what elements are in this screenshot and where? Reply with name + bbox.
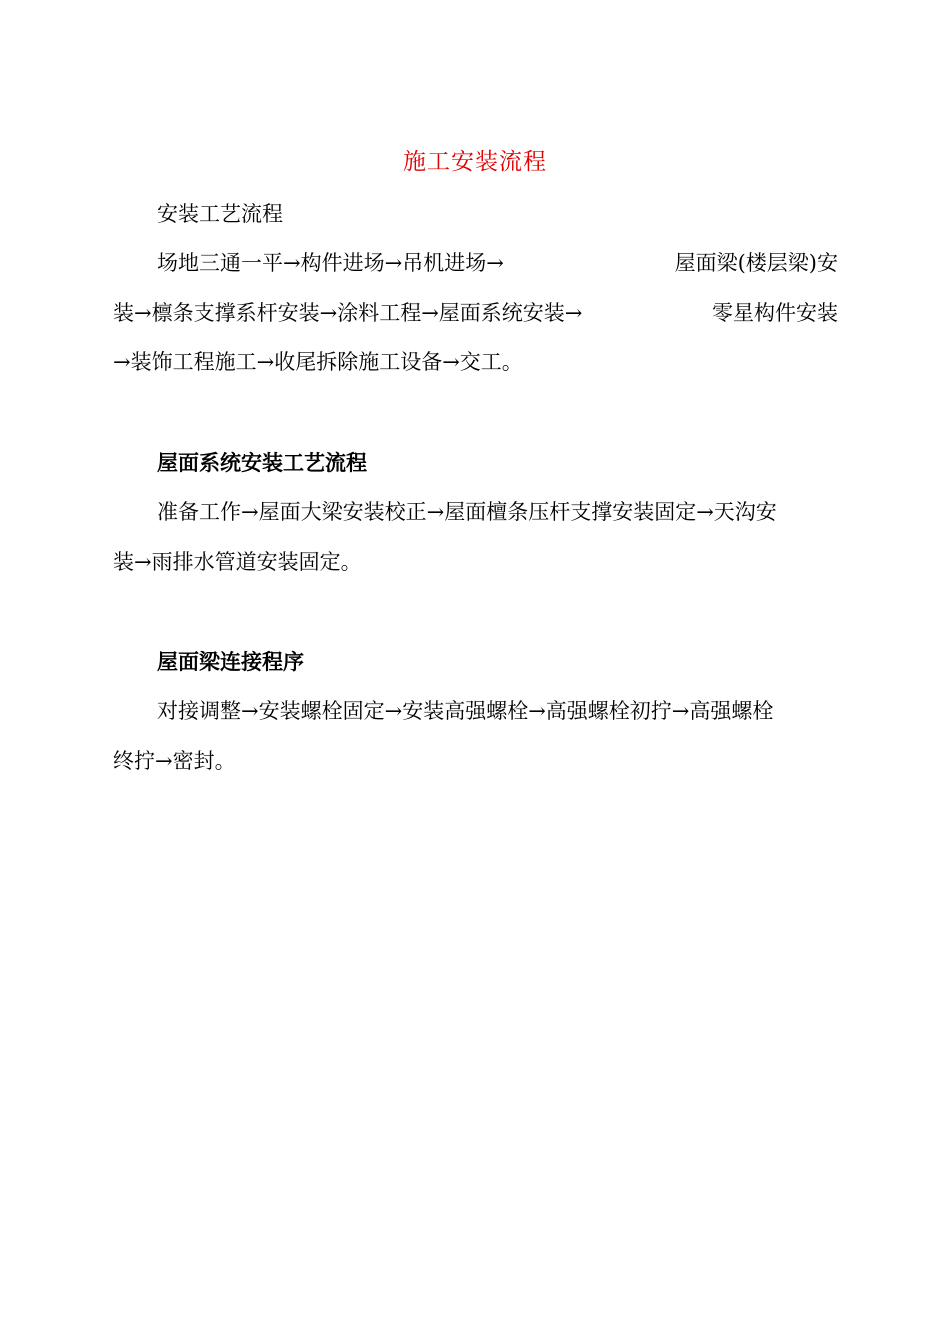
paragraph-line <box>157 248 838 278</box>
section-heading-roof-system: 屋面系统安装工艺流程 <box>157 450 367 475</box>
text-segment: 装→檩条支撑系杆安装→涂料工程→屋面系统安装→ <box>113 301 583 325</box>
paragraph-line: 终拧→密封。 <box>113 749 236 773</box>
paragraph-line <box>113 298 838 328</box>
section-heading-roof-beam-connection: 屋面梁连接程序 <box>157 649 304 674</box>
paragraph-line: 对接调整→安装螺栓固定→安装高强螺栓→高强螺栓初拧→高强螺栓 <box>157 699 774 723</box>
text-segment: 零星构件安装 <box>712 301 838 325</box>
page-title: 施工安装流程 <box>403 149 547 175</box>
text-segment: 屋面梁(楼层梁)安 <box>674 251 838 275</box>
paragraph-line: 装→雨排水管道安装固定。 <box>113 550 362 574</box>
paragraph-line: 准备工作→屋面大梁安装校正→屋面檀条压杆支撑安装固定→天沟安 <box>157 500 777 524</box>
text-segment: 场地三通一平→构件进场→吊机进场→ <box>157 251 504 275</box>
section-heading-install-process: 安装工艺流程 <box>157 202 283 226</box>
paragraph-line: →装饰工程施工→收尾拆除施工设备→交工。 <box>113 350 523 374</box>
